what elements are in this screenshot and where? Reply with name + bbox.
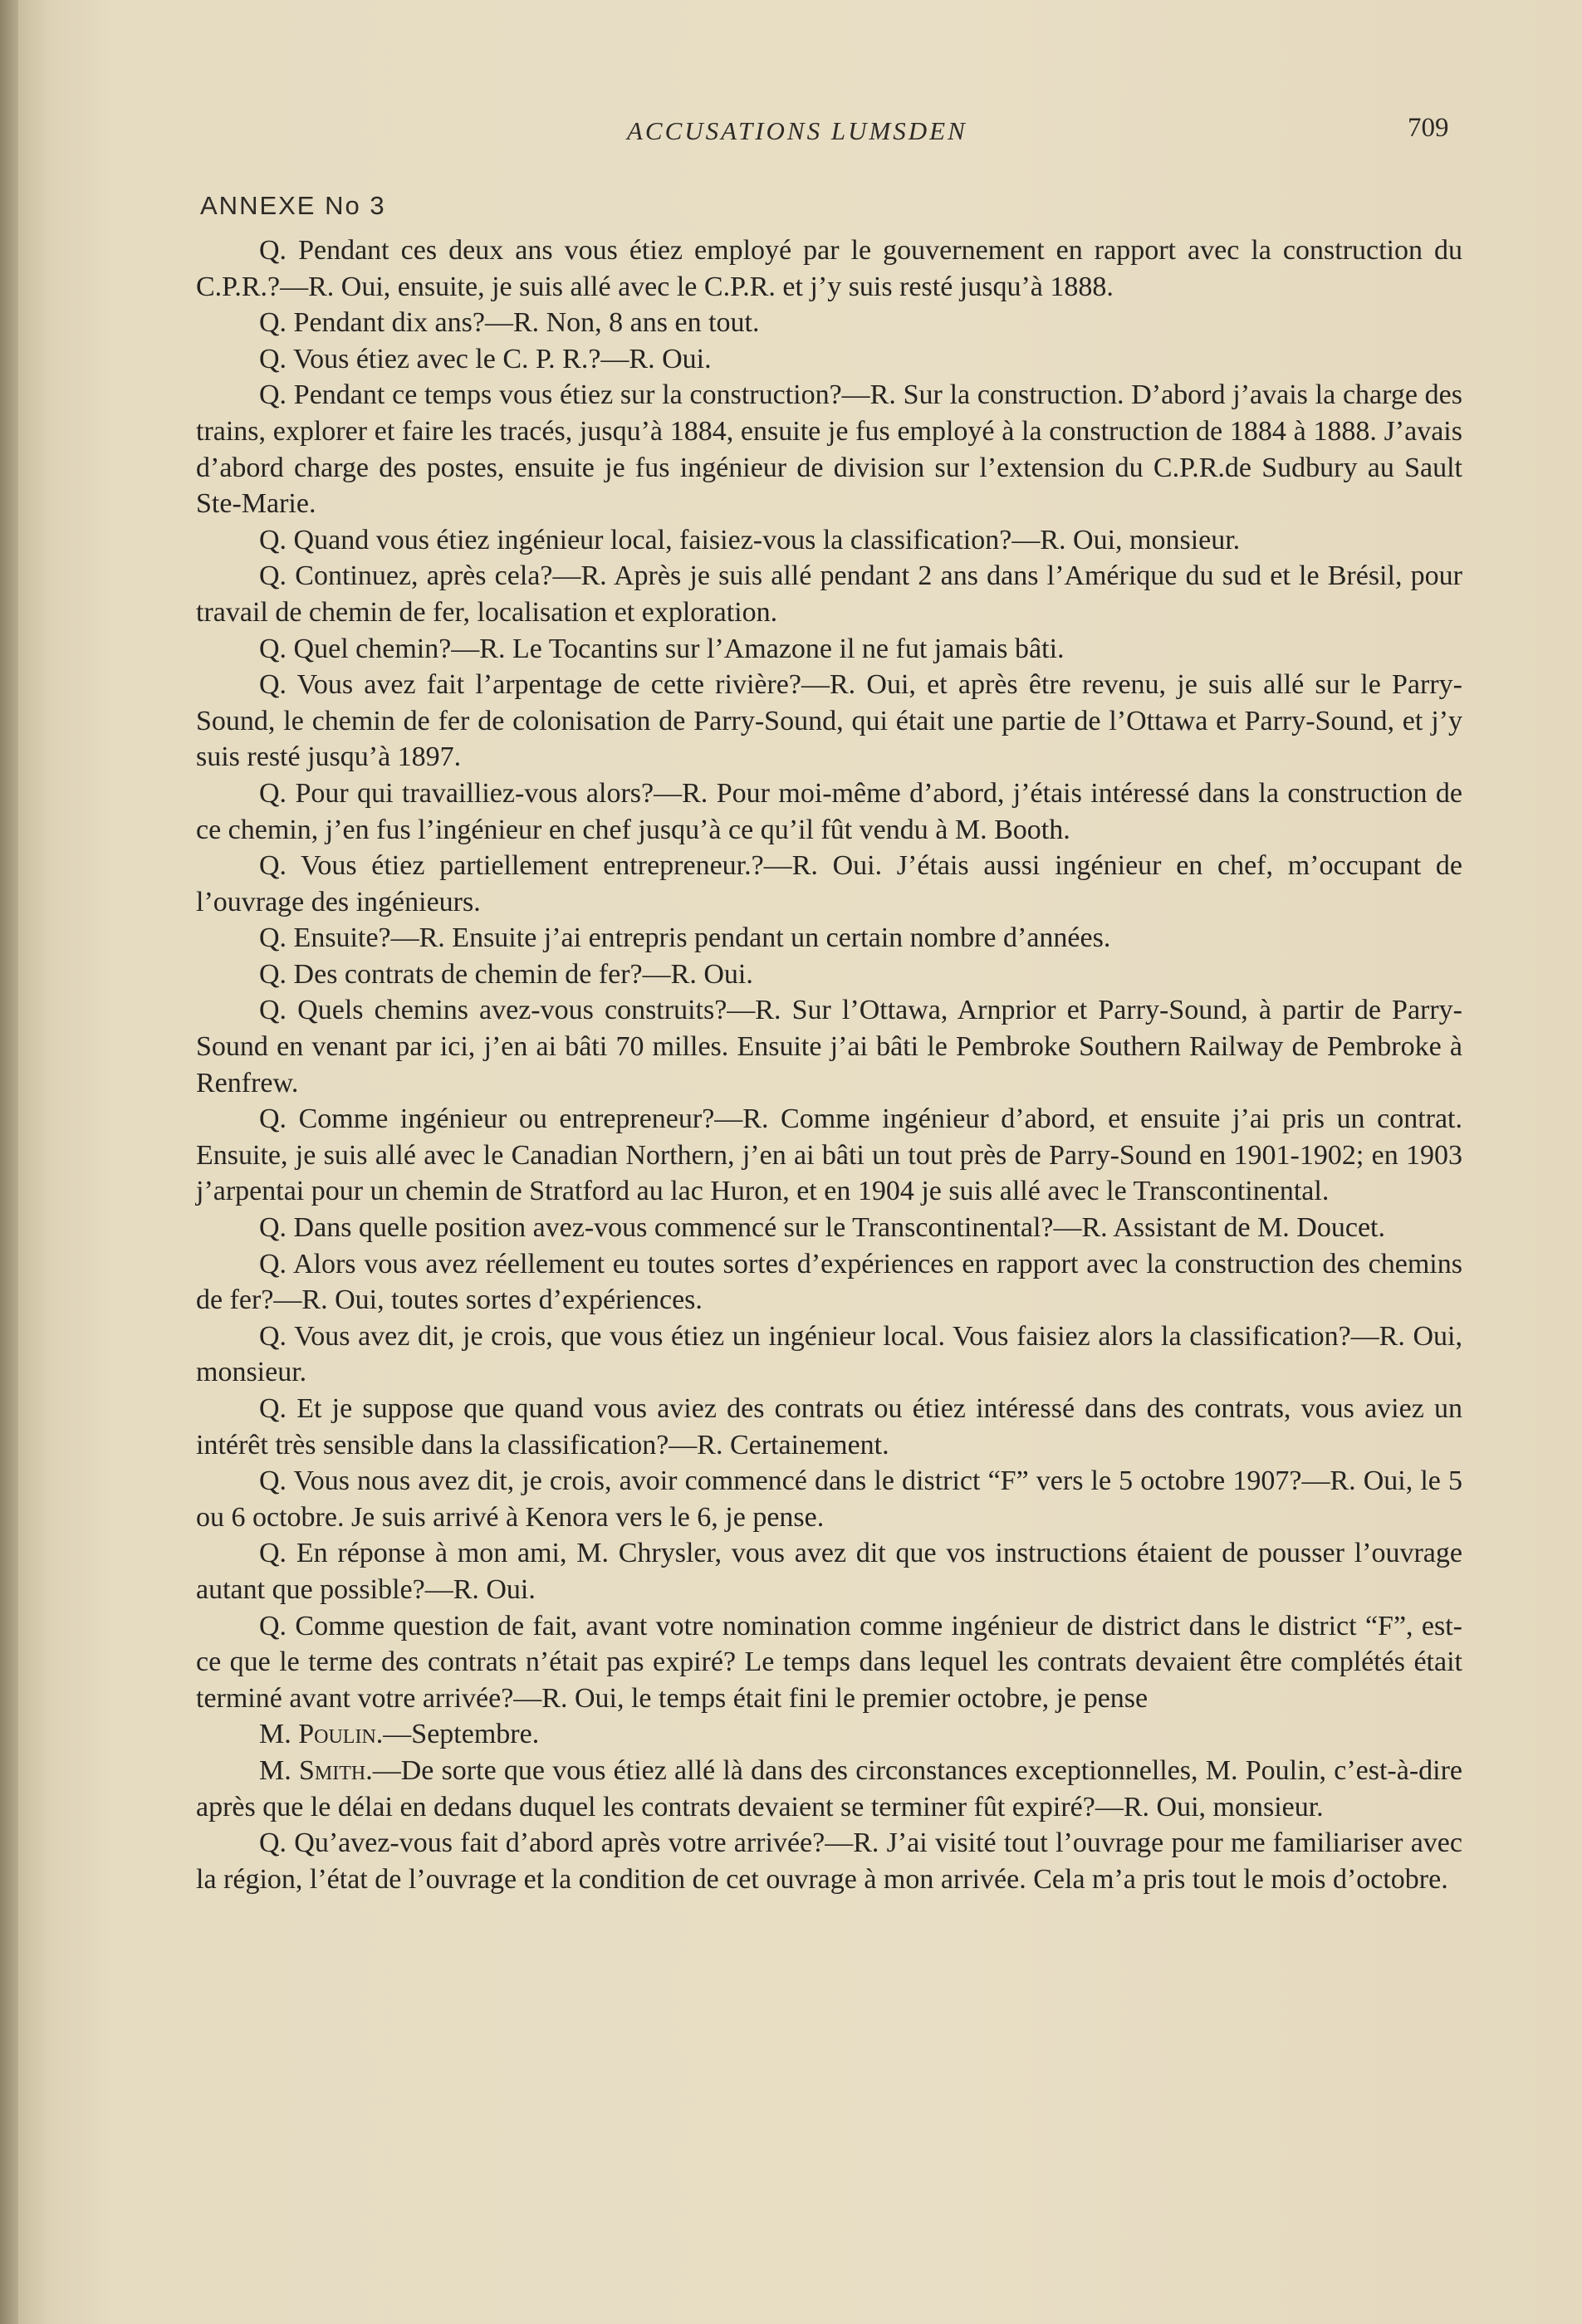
paragraph: Q. Pendant dix ans?—R. Non, 8 ans en tout.	[259, 307, 760, 339]
paragraph: Q. Vous avez fait l’arpentage de cette rivière?—R. Oui, et après être revenu, je suis allé sur le Parry-Sound, le chemin de fer de colonisation de Parry-Sound, qui était une partie de l’Ottawa et Parry-Sound, et j’y suis resté jusqu’à 1897.	[196, 669, 1462, 773]
paragraph: Q. Vous étiez partiellement entrepreneur.?—R. Oui. J’étais aussi ingénieur en chef, m’occupant de l’ouvrage des ingénieurs.	[196, 850, 1462, 917]
paragraph: Q. Vous nous avez dit, je crois, avoir commencé dans le district “F” vers le 5 octobre 1907?—R. Oui, le 5 ou 6 octobre. Je suis arrivé à Kenora vers le 6, je pense.	[196, 1465, 1462, 1533]
page-number: 709	[1408, 113, 1449, 143]
paragraph: Q. Pendant ces deux ans vous étiez employé par le gouvernement en rapport avec la construction du C.P.R.?—R. Oui, ensuite, je suis allé avec le C.P.R. et j’y suis resté jusqu’à 1888.	[196, 235, 1462, 302]
paragraph: Q. Quel chemin?—R. Le Tocantins sur l’Amazone il ne fut jamais bâti.	[259, 633, 1065, 664]
paragraph: Q. Quels chemins avez-vous construits?—R. Sur l’Ottawa, Arnprior et Parry-Sound, à partir de Parry-Sound en venant par ici, j’en ai bâti 70 milles. Ensuite j’ai bâti le Pembroke Southern Railway de Pembroke à Renfrew.	[196, 995, 1462, 1098]
annex-label: ANNEXE No 3	[200, 191, 386, 220]
page-header	[0, 113, 1582, 158]
running-title: ACCUSATIONS LUMSDEN	[627, 116, 967, 145]
paragraph: Q. Qu’avez-vous fait d’abord après votre arrivée?—R. J’ai visité tout l’ouvrage pour me familiariser avec la région, l’état de l’ouvrage et la condition de cet ouvrage à mon arrivée. Cela m’a pris tout le mois d’octobre.	[196, 1827, 1462, 1895]
paragraph: Q. Continuez, après cela?—R. Après je suis allé pendant 2 ans dans l’Amérique du sud et le Brésil, pour travail de chemin de fer, localisation et exploration.	[196, 560, 1462, 628]
paragraph: Q. Alors vous avez réellement eu toutes sortes d’expériences en rapport avec la construction des chemins de fer?—R. Oui, toutes sortes d’expériences.	[196, 1248, 1462, 1316]
paragraph: M. Poulin.—Septembre.	[259, 1719, 540, 1750]
paragraph: Q. Des contrats de chemin de fer?—R. Oui.	[259, 958, 753, 990]
paragraph: Q. Pendant ce temps vous étiez sur la construction?—R. Sur la construction. D’abord j’avais la charge des trains, explorer et faire les tracés, jusqu’à 1884, ensuite je fus employé à la construction de 1884 à 1888. J’avais d’abord charge des postes, ensuite je fus ingénieur de division sur l’extension du C.P.R.de Sudbury au Sault Ste-Marie.	[196, 379, 1462, 520]
paragraph: Q. Comme ingénieur ou entrepreneur?—R. Comme ingénieur d’abord, et ensuite j’ai pris un contrat. Ensuite, je suis allé avec le Canadian Northern, j’en ai bâti un tout près de Parry-Sound en 1901-1902; en 1903 j’arpentai pour un chemin de Stratford au lac Huron, et en 1904 je suis allé avec le Transcontinental.	[196, 1103, 1462, 1207]
paragraph: Q. Vous avez dit, je crois, que vous étiez un ingénieur local. Vous faisiez alors la classification?—R. Oui, monsieur.	[196, 1320, 1462, 1388]
book-gutter	[0, 0, 18, 2324]
paragraph: Q. Pour qui travailliez-vous alors?—R. Pour moi-même d’abord, j’étais intéressé dans la construction de ce chemin, j’en fus l’ingénieur en chef jusqu’à ce qu’il fût vendu à M. Booth.	[196, 777, 1462, 845]
paragraph: Q. Dans quelle position avez-vous commencé sur le Transcontinental?—R. Assistant de M. Doucet.	[259, 1212, 1385, 1244]
paragraph: Q. Ensuite?—R. Ensuite j’ai entrepris pendant un certain nombre d’années.	[259, 922, 1111, 954]
paragraph: Q. Comme question de fait, avant votre nomination comme ingénieur de district dans le district “F”, est-ce que le terme des contrats n’était pas expiré? Le temps dans lequel les contrats devaient être complétés était terminé avant votre arrivée?—R. Oui, le temps était fini le premier octobre, je pense	[196, 1610, 1462, 1714]
paragraph: Q. Et je suppose que quand vous aviez des contrats ou étiez intéressé dans des contrats, vous aviez un intérêt très sensible dans la classification?—R. Certainement.	[196, 1393, 1462, 1460]
speaker-name: M. Smith.	[259, 1754, 373, 1786]
paragraph: Q. En réponse à mon ami, M. Chrysler, vous avez dit que vos instructions étaient de pousser l’ouvrage autant que possible?—R. Oui.	[196, 1538, 1462, 1605]
paragraph: Q. Vous étiez avec le C. P. R.?—R. Oui.	[259, 343, 712, 374]
paragraph: Q. Quand vous étiez ingénieur local, faisiez-vous la classification?—R. Oui, monsieur.	[259, 524, 1241, 555]
body-text	[196, 232, 1462, 1897]
speaker-name: M. Poulin.	[259, 1719, 384, 1750]
paragraph: M. Smith.—De sorte que vous étiez allé là dans des circonstances exceptionnelles, M. Poulin, c’est-à-dire après que le délai en dedans duquel les contrats devaient se terminer fût expiré?—R. Oui, monsieur.	[196, 1754, 1463, 1823]
